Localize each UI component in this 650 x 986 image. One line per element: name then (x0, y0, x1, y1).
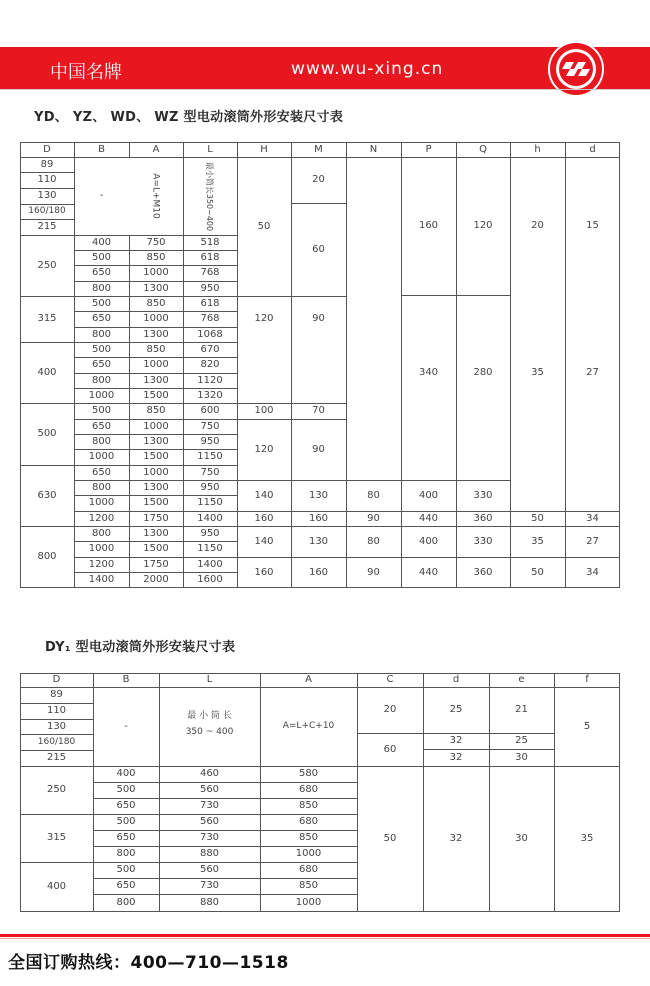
t1-row-cell: 1400 (197, 558, 223, 570)
t1-r1200-h: 160 (254, 512, 274, 524)
t1-r630-p: 400 (418, 489, 439, 501)
t1-m-90a: 90 (312, 313, 325, 324)
t1-group-800: 800 (37, 551, 57, 562)
t1-d-130: 130 (37, 190, 57, 201)
t1-row-cell: 950 (200, 481, 220, 493)
t1-m-60: 60 (312, 243, 325, 255)
t1-r800a-n: 80 (367, 535, 380, 547)
t1-row-cell: 850 (146, 405, 166, 416)
t1-header-b: B (98, 143, 105, 155)
t1-row-cell: 518 (200, 236, 220, 248)
t1-r1200-n: 90 (367, 512, 380, 524)
t1-m-90b: 90 (312, 443, 325, 455)
t1-row-cell: 1300 (143, 374, 169, 386)
t2-row-cell: 560 (199, 864, 220, 875)
t1-row-cell: 1000 (143, 267, 169, 278)
t1-row-cell: 1300 (143, 527, 169, 539)
t2-row-cell: 730 (199, 800, 220, 811)
t1-header-l: L (207, 143, 213, 155)
t1-row-cell: 1068 (197, 328, 223, 340)
t1-row-cell: 618 (200, 251, 220, 263)
t2-c-20: 20 (383, 704, 397, 715)
t1-row-cell: 950 (200, 527, 220, 539)
t2-row-cell: 850 (298, 832, 319, 843)
t1-row-cell: 1150 (197, 497, 223, 508)
t2-row-cell: 680 (298, 784, 319, 795)
t1-row-cell: 1000 (88, 451, 115, 462)
t1-r800b-m: 160 (308, 566, 329, 578)
t1-r800b-d2: 34 (586, 566, 599, 578)
t1-r800a-d2: 27 (586, 535, 599, 547)
t1-r1200-m: 160 (308, 512, 329, 524)
t1-row-cell: 1300 (143, 481, 169, 493)
t1-r1200-h2: 50 (531, 512, 544, 524)
t1-r1200-q: 360 (473, 512, 493, 524)
t1-row-cell: 850 (146, 251, 166, 263)
footer-divider-thin (0, 938, 650, 939)
t1-r800b-h2: 50 (531, 566, 544, 578)
t2-row-cell: 460 (199, 768, 220, 779)
t2-l-note-2: 350 ~ 400 (185, 726, 234, 737)
t1-row-cell: 650 (91, 359, 112, 370)
t2-row-cell: 500 (116, 784, 136, 795)
t1-row-cell: 650 (91, 420, 112, 432)
t1-row-cell: 750 (200, 466, 220, 478)
t1-m-20: 20 (312, 174, 325, 185)
t1-row-cell: 1000 (88, 497, 115, 508)
t2-e-21: 21 (515, 704, 528, 715)
t1-r800b-p: 440 (418, 566, 439, 578)
t1-q-120: 120 (473, 220, 493, 231)
t1-row-cell: 2000 (143, 574, 169, 585)
t1-d2-15: 15 (586, 220, 599, 231)
t1-b-dash: - (99, 190, 104, 201)
brand-title: 中国名牌 (50, 62, 122, 83)
t1-group-500: 500 (37, 428, 57, 439)
t1-row-cell: 1750 (143, 512, 169, 524)
t2-row-cell: 1000 (295, 897, 322, 908)
t2-row-cell: 500 (116, 816, 136, 827)
t2-c-60: 60 (383, 743, 397, 755)
t2-c-50: 50 (383, 833, 397, 844)
t1-l-note: 最小筒长350~400 (205, 161, 215, 231)
t1-a-formula: A=L+M10 (150, 173, 161, 219)
footer-divider (0, 934, 650, 937)
t2-row-cell: 680 (298, 816, 319, 827)
t1-d-89: 89 (40, 158, 54, 170)
t2-group-250: 250 (46, 784, 67, 795)
t1-r800a-p: 400 (418, 535, 439, 547)
t1-header-d: D (43, 143, 51, 155)
t1-row-cell: 850 (146, 297, 166, 309)
t1-row-cell: 500 (91, 343, 112, 355)
t1-row-cell: 800 (91, 435, 112, 447)
t1-r800a-h2: 35 (531, 535, 544, 547)
t2-row-cell: 560 (199, 816, 220, 827)
t1-h-100: 100 (254, 405, 274, 416)
t2-l-note-1: 最 小 筒 长 (187, 710, 232, 721)
t2-d-25: 25 (449, 704, 463, 715)
t1-r1200-d2: 34 (586, 512, 599, 524)
t2-header-a: A (305, 674, 312, 685)
t1-row-cell: 820 (200, 359, 220, 370)
t1-r630-m: 130 (308, 489, 329, 501)
t1-d-215: 215 (37, 221, 57, 232)
t1-row-cell: 1000 (143, 420, 169, 432)
t1-d-160-180: 160/180 (28, 206, 66, 216)
t2-f-35: 35 (580, 833, 594, 844)
t2-e-30b: 30 (515, 833, 528, 844)
t1-d-110: 110 (37, 174, 57, 185)
t1-row-cell: 1000 (143, 466, 169, 478)
t2-d-130: 130 (46, 720, 67, 732)
t1-header-p: P (425, 143, 432, 155)
t2-row-cell: 800 (116, 897, 136, 908)
t1-header-q: Q (479, 143, 487, 155)
t1-row-cell: 1600 (197, 574, 223, 585)
t2-header-f: f (585, 674, 589, 685)
website-link[interactable]: www.wu-xing.cn (291, 59, 444, 79)
t1-row-cell: 1300 (143, 328, 169, 340)
t2-header-b: B (122, 674, 130, 685)
t1-row-cell: 950 (200, 282, 220, 294)
t1-row-cell: 400 (91, 236, 112, 248)
t1-row-cell: 1500 (143, 543, 169, 554)
t2-d-215: 215 (46, 752, 67, 763)
t2-row-cell: 800 (116, 848, 136, 859)
t2-header-l: L (206, 674, 213, 685)
t1-row-cell: 768 (200, 313, 220, 324)
t1-r630-h: 140 (254, 489, 274, 501)
t1-row-cell: 750 (146, 236, 166, 248)
t2-d-32a: 32 (449, 735, 463, 746)
t2-row-cell: 650 (116, 832, 136, 843)
t2-row-cell: 650 (116, 880, 136, 891)
t2-header-d: d (452, 674, 460, 685)
t1-row-cell: 1300 (143, 435, 169, 447)
t1-r800b-q: 360 (473, 566, 493, 578)
t1-row-cell: 1750 (143, 558, 169, 570)
t2-row-cell: 880 (199, 897, 220, 908)
t1-r1200-p: 440 (418, 512, 439, 524)
t1-row-cell: 1500 (143, 389, 169, 401)
t2-row-cell: 500 (116, 864, 136, 875)
t1-r800a-h: 140 (254, 535, 274, 547)
t2-header-d: D (52, 674, 61, 685)
t1-row-cell: 850 (146, 343, 166, 355)
t1-row-cell: 1400 (197, 512, 223, 524)
t2-group-315: 315 (46, 832, 67, 843)
t1-row-cell: 800 (91, 527, 112, 539)
t1-r630-n: 80 (367, 489, 380, 501)
t2-d-32c: 32 (449, 833, 463, 844)
t1-h2-35: 35 (531, 366, 544, 378)
t2-a-formula: A=L+C+10 (282, 721, 335, 731)
t1-row-cell: 1000 (143, 359, 169, 370)
t1-header-h2: h (534, 143, 541, 155)
t2-d-160-180: 160/180 (37, 736, 76, 747)
t1-row-cell: 750 (200, 420, 220, 432)
t1-header-m: M (314, 143, 323, 155)
t1-r800b-n: 90 (367, 566, 380, 578)
t1-row-cell: 650 (91, 267, 112, 278)
t2-row-cell: 850 (298, 880, 319, 891)
t1-header-d2: d (589, 143, 596, 155)
t2-e-30: 30 (515, 751, 528, 763)
t1-h-120b: 120 (254, 443, 274, 455)
t1-row-cell: 600 (200, 405, 220, 416)
t1-p-160: 160 (418, 220, 439, 231)
t1-m-70: 70 (312, 405, 325, 416)
t1-h-120a: 120 (254, 313, 274, 324)
t1-group-400: 400 (37, 366, 57, 378)
t1-row-cell: 500 (91, 251, 112, 263)
t1-row-cell: 670 (200, 343, 220, 355)
t1-row-cell: 1200 (88, 512, 115, 524)
t2-e-25: 25 (515, 735, 528, 746)
t2-d-110: 110 (46, 705, 67, 716)
t1-group-630: 630 (37, 489, 57, 501)
t1-r800a-q: 330 (473, 535, 493, 547)
table1-title: YD、 YZ、 WD、 WZ 型电动滚筒外形安装尺寸表 (34, 110, 344, 125)
t2-header-c: C (386, 674, 394, 685)
t1-row-cell: 1200 (88, 558, 115, 570)
t1-row-cell: 800 (91, 481, 112, 493)
t1-r630-q: 330 (473, 489, 493, 501)
t1-q-280: 280 (473, 366, 493, 378)
t1-header-a: A (152, 143, 160, 155)
t1-row-cell: 1000 (143, 313, 169, 324)
t2-row-cell: 880 (199, 848, 220, 859)
t2-f-5: 5 (583, 720, 591, 732)
t2-row-cell: 560 (199, 784, 220, 795)
t2-b-dash: - (124, 720, 128, 732)
t1-row-cell: 800 (91, 374, 112, 386)
t1-row-cell: 618 (200, 297, 220, 309)
t2-row-cell: 850 (298, 800, 319, 811)
t1-p-340: 340 (418, 366, 439, 378)
t1-r800a-m: 130 (308, 535, 329, 547)
t1-row-cell: 768 (200, 267, 220, 278)
table2-title: DY₁ 型电动滚筒外形安装尺寸表 (45, 640, 236, 655)
t1-row-cell: 1400 (88, 574, 115, 585)
t1-row-cell: 1120 (197, 374, 223, 386)
t2-header-e: e (518, 674, 525, 685)
t1-row-cell: 950 (200, 435, 220, 447)
t1-group-315: 315 (37, 313, 57, 324)
t1-row-cell: 1150 (197, 451, 223, 462)
t2-row-cell: 730 (199, 880, 220, 891)
t1-header-h: H (260, 143, 268, 155)
t1-row-cell: 1320 (197, 389, 223, 401)
t1-h-50: 50 (257, 220, 271, 232)
t1-row-cell: 1500 (143, 451, 169, 462)
t2-d-89: 89 (50, 689, 63, 700)
t1-row-cell: 1000 (88, 389, 115, 401)
t2-row-cell: 400 (116, 768, 136, 779)
t1-row-cell: 500 (91, 405, 112, 416)
order-hotline: 全国订购热线：400—710—1518 (8, 953, 289, 973)
t1-header-n: N (369, 143, 378, 155)
t2-row-cell: 580 (298, 768, 319, 779)
t2-row-cell: 730 (199, 832, 220, 843)
t1-row-cell: 800 (91, 328, 112, 340)
t1-h2-20: 20 (531, 220, 544, 231)
t2-row-cell: 1000 (295, 848, 322, 859)
t1-row-cell: 800 (91, 282, 112, 294)
t1-group-250: 250 (37, 259, 57, 271)
t1-row-cell: 500 (91, 297, 112, 309)
t2-d-32b: 32 (449, 751, 463, 763)
t1-row-cell: 1500 (143, 497, 169, 508)
t2-row-cell: 650 (116, 800, 136, 811)
t1-row-cell: 1300 (143, 282, 169, 294)
t1-d2-27: 27 (586, 366, 599, 378)
t1-row-cell: 1150 (197, 543, 223, 554)
t1-row-cell: 650 (91, 466, 112, 478)
t2-group-400: 400 (46, 881, 67, 892)
t1-row-cell: 650 (91, 313, 112, 324)
t1-r800b-h: 160 (254, 566, 274, 578)
t1-row-cell: 1000 (88, 543, 115, 554)
t2-row-cell: 680 (298, 864, 319, 875)
